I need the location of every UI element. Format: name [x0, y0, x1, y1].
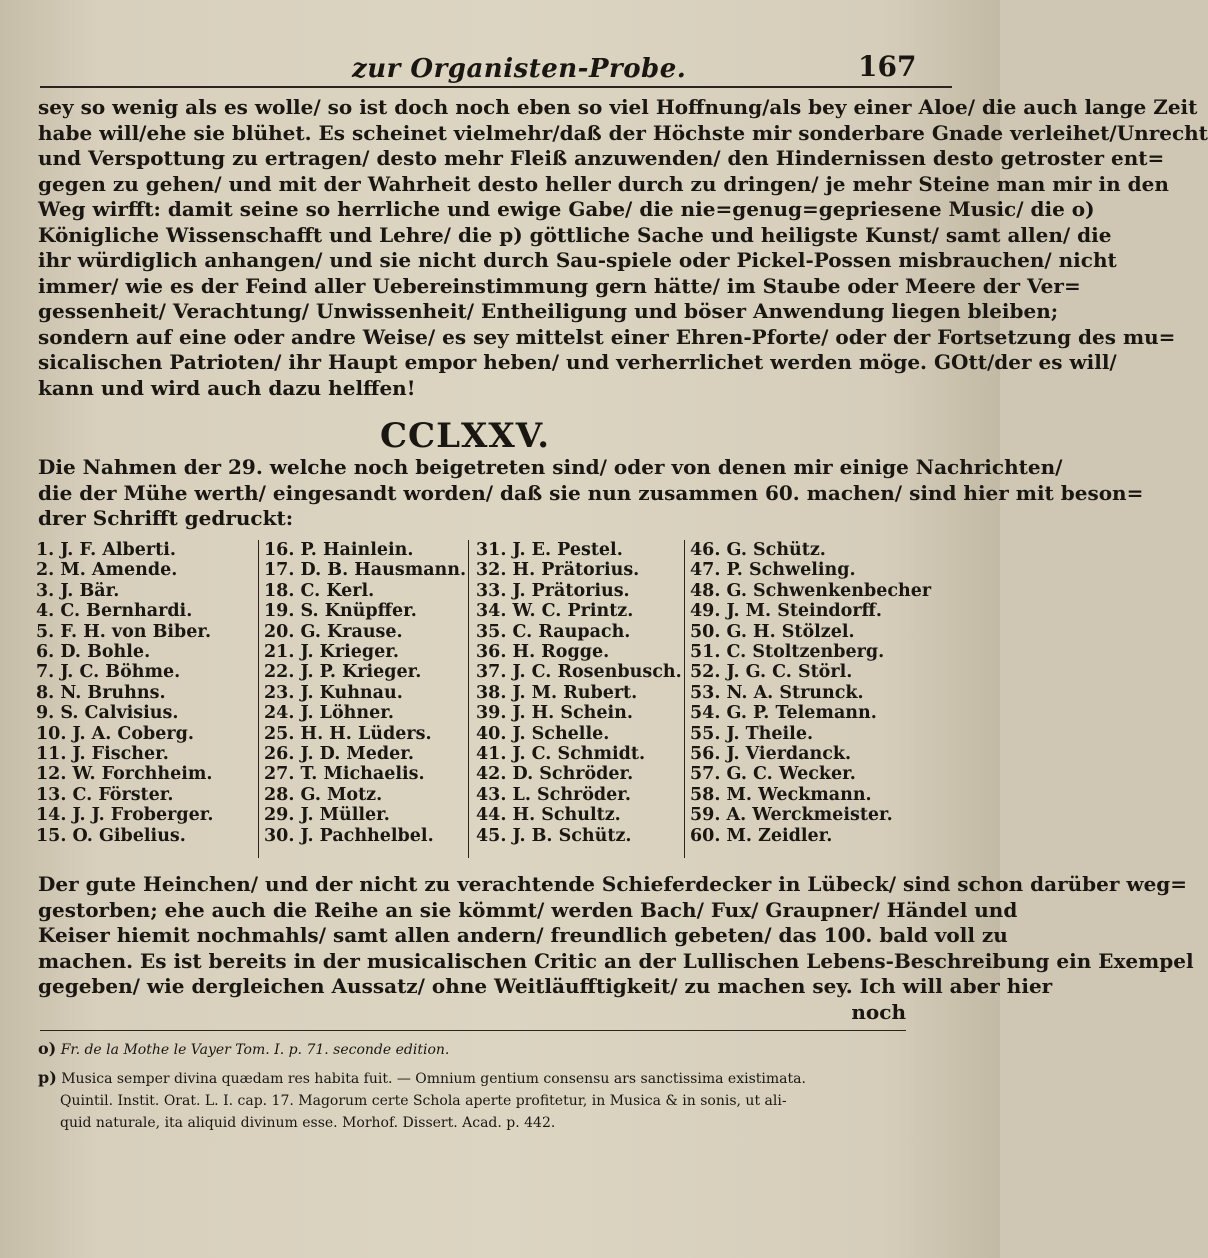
name-entry: 18. C. Kerl.	[264, 580, 375, 601]
name-entry: 49. J. M. Steindorff.	[690, 601, 883, 622]
name-entry: 17. D. B. Hausmann.	[264, 560, 467, 581]
paragraph-3	[38, 872, 1194, 1025]
name-entry: 14. J. J. Froberger.	[36, 805, 214, 826]
name-entry: 8. N. Bruhns.	[36, 682, 166, 703]
footnote-o	[38, 1038, 914, 1061]
text-line: gestorben; ehe auch die Reihe an sie kömmt/ werden Bach/ Fux/ Graupner/ Händel und	[38, 897, 1018, 922]
column-divider	[684, 540, 685, 858]
name-entry: 53. N. A. Strunck.	[690, 682, 864, 703]
name-entry: 45. J. B. Schütz.	[476, 825, 632, 846]
footnote-mark: o)	[38, 1039, 57, 1058]
name-entry: 13. C. Förster.	[36, 784, 174, 805]
name-entry: 2. M. Amende.	[36, 560, 178, 581]
name-entry: 7. J. C. Böhme.	[36, 662, 181, 683]
text-line: gegeben/ wie dergleichen Aussatz/ ohne Weitläufftigkeit/ zu machen sey. Ich will aber hier	[38, 974, 1053, 998]
text-line: machen. Es ist bereits in der musicalischen Critic an der Lullischen Lebens-Beschreibung ein Exempel	[38, 948, 1194, 973]
name-entry: 34. W. C. Printz.	[476, 601, 634, 622]
page-header	[0, 48, 1000, 88]
name-entry: 35. C. Raupach.	[476, 621, 631, 642]
name-entry: 33. J. Prätorius.	[476, 580, 630, 601]
names-column-2	[264, 540, 466, 855]
column-divider	[258, 540, 259, 858]
page-number: 167	[858, 50, 917, 83]
footnote-text: Fr. de la Mothe le Vayer Tom. I. p. 71. seconde edition.	[60, 1042, 450, 1058]
name-entry: 16. P. Hainlein.	[264, 540, 414, 560]
name-entry: 59. A. Werckmeister.	[690, 805, 893, 826]
name-entry: 52. J. G. C. Störl.	[690, 662, 853, 683]
names-list	[36, 540, 932, 855]
text-line: drer Schrifft gedruckt:	[38, 506, 294, 530]
name-entry: 44. H. Schultz.	[476, 805, 621, 826]
footnote-rule	[40, 1030, 906, 1031]
text-line: sey so wenig als es wolle/ so ist doch noch eben so viel Hoffnung/als bey einer Aloe/ die auch lange Zeit	[38, 95, 1198, 119]
name-entry: 51. C. Stoltzenberg.	[690, 642, 885, 663]
name-entry: 60. M. Zeidler.	[690, 825, 833, 846]
footnote-line: Quintil. Instit. Orat. L. I. cap. 17. Magorum certe Schola aperte profitetur, in Musica & in sonis, ut ali-	[60, 1093, 787, 1109]
footnote-line: quid naturale, ita aliquid divinum esse. Morhof. Dissert. Acad. p. 442.	[60, 1115, 556, 1131]
name-entry: 46. G. Schütz.	[690, 540, 826, 560]
name-entry: 29. J. Müller.	[264, 805, 390, 826]
text-line: gegen zu gehen/ und mit der Wahrheit desto heller durch zu dringen/ je mehr Steine man mir in den	[38, 171, 1169, 196]
footnotes	[38, 1038, 914, 1134]
name-entry: 27. T. Michaelis.	[264, 764, 425, 785]
name-entry: 10. J. A. Coberg.	[36, 723, 194, 744]
name-entry: 12. W. Forchheim.	[36, 764, 213, 785]
text-line: Die Nahmen der 29. welche noch beigetreten sind/ oder von denen mir einige Nachrichten/	[38, 455, 1063, 479]
name-entry: 56. J. Vierdanck.	[690, 744, 852, 765]
name-entry: 47. P. Schweling.	[690, 560, 856, 581]
section-title: CCLXXV.	[379, 416, 551, 456]
name-entry: 15. O. Gibelius.	[36, 825, 186, 846]
name-entry: 19. S. Knüpffer.	[264, 601, 417, 622]
name-entry: 11. J. Fischer.	[36, 744, 169, 765]
paragraph-1	[38, 95, 1208, 401]
text-line: habe will/ehe sie blühet. Es scheinet vielmehr/daß der Höchste mir sonderbare Gnade verleihet/Unrecht	[38, 120, 1208, 145]
name-entry: 48. G. Schwenkenbecher	[690, 580, 932, 601]
name-entry: 55. J. Theile.	[690, 723, 814, 744]
names-column-4	[690, 540, 931, 855]
name-entry: 40. J. Schelle.	[476, 723, 610, 744]
name-entry: 42. D. Schröder.	[476, 764, 634, 785]
text-line: Der gute Heinchen/ und der nicht zu verachtende Schieferdecker in Lübeck/ sind schon darüber weg=	[38, 872, 1188, 896]
text-line: und Verspottung zu ertragen/ desto mehr Fleiß anzuwenden/ den Hindernissen desto getroster ent=	[38, 146, 1165, 170]
name-entry: 4. C. Bernhardi.	[36, 601, 193, 622]
name-entry: 37. J. C. Rosenbusch.	[476, 662, 682, 683]
header-rule	[40, 86, 952, 88]
name-entry: 9. S. Calvisius.	[36, 703, 179, 724]
catchword: noch	[851, 999, 906, 1024]
name-entry: 26. J. D. Meder.	[264, 744, 414, 765]
name-entry: 21. J. Krieger.	[264, 642, 399, 663]
name-entry: 43. L. Schröder.	[476, 784, 632, 805]
name-entry: 41. J. C. Schmidt.	[476, 744, 646, 765]
text-line: Keiser hiemit nochmahls/ samt allen andern/ freundlich gebeten/ das 100. bald voll zu	[38, 923, 1008, 947]
name-entry: 20. G. Krause.	[264, 621, 403, 642]
names-column-3	[476, 540, 682, 855]
name-entry: 24. J. Löhner.	[264, 703, 394, 724]
name-entry: 25. H. H. Lüders.	[264, 723, 432, 744]
name-entry: 22. J. P. Krieger.	[264, 662, 422, 683]
text-line: immer/ wie es der Feind aller Uebereinstimmung gern hätte/ im Staube oder Meere der Ver=	[38, 273, 1081, 298]
text-line: sondern auf eine oder andre Weise/ es sey mittelst einer Ehren-Pforte/ oder der Fortsetzung des mu=	[38, 324, 1176, 349]
name-entry: 39. J. H. Schein.	[476, 703, 633, 724]
name-entry: 58. M. Weckmann.	[690, 784, 872, 805]
text-line: gessenheit/ Verachtung/ Unwissenheit/ Entheiligung und böser Anwendung liegen bleiben;	[38, 299, 1059, 323]
name-entry: 28. G. Motz.	[264, 784, 383, 805]
running-head: zur Organisten-Probe.	[352, 54, 687, 84]
paragraph-2	[38, 455, 1144, 532]
text-line: sicalischen Patrioten/ ihr Haupt empor heben/ und verherrlichet werden möge. GOtt/der es will/	[38, 350, 1117, 374]
column-divider	[468, 540, 469, 858]
name-entry: 36. H. Rogge.	[476, 642, 610, 663]
name-entry: 23. J. Kuhnau.	[264, 682, 403, 703]
name-entry: 54. G. P. Telemann.	[690, 703, 877, 724]
name-entry: 38. J. M. Rubert.	[476, 682, 638, 703]
names-column-1	[36, 540, 213, 855]
text-line: kann und wird auch dazu helffen!	[38, 375, 416, 400]
text-line: Weg wirfft: damit seine so herrliche und ewige Gabe/ die nie=genug=gepriesene Music/ die o)	[38, 197, 1095, 221]
name-entry: 57. G. C. Wecker.	[690, 764, 856, 785]
name-entry: 31. J. E. Pestel.	[476, 540, 623, 560]
name-entry: 6. D. Bohle.	[36, 642, 151, 663]
name-entry: 5. F. H. von Biber.	[36, 621, 212, 642]
name-entry: 50. G. H. Stölzel.	[690, 621, 855, 642]
footnote-mark: p)	[38, 1068, 57, 1087]
name-entry: 30. J. Pachhelbel.	[264, 825, 434, 846]
text-line: die der Mühe werth/ eingesandt worden/ daß sie nun zusammen 60. machen/ sind hier mit beson=	[38, 480, 1144, 505]
footnote-text: Musica semper divina quædam res habita fuit. — Omnium gentium consensu ars sanctissima existimata.	[61, 1071, 806, 1087]
text-line: Königliche Wissenschafft und Lehre/ die p) göttliche Sache und heiligste Kunst/ samt allen/ die	[38, 222, 1112, 247]
name-entry: 32. H. Prätorius.	[476, 560, 640, 581]
footnote-p	[38, 1067, 914, 1090]
text-line: ihr würdiglich anhangen/ und sie nicht durch Sau-spiele oder Pickel-Possen misbrauchen/ nicht	[38, 248, 1117, 272]
name-entry: 1. J. F. Alberti.	[36, 540, 176, 560]
name-entry: 3. J. Bär.	[36, 580, 120, 601]
